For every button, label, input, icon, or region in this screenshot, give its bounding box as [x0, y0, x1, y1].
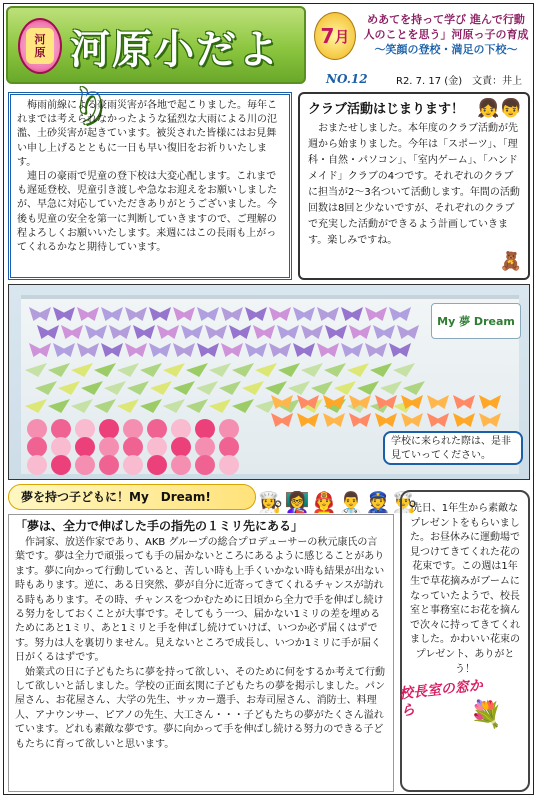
flower-icon	[219, 455, 239, 475]
occupation-figure-icon: 👮	[365, 490, 391, 514]
butterfly-icon	[479, 395, 501, 409]
paper-plane-icon	[186, 399, 208, 413]
butterfly-icon	[181, 325, 203, 339]
paper-plane-icon	[117, 399, 139, 413]
paper-plane-icon	[117, 363, 139, 377]
bear-illustration-icon: 🧸	[499, 251, 522, 272]
flower-icon	[51, 455, 71, 475]
dream-banner: 夢を持つ子どもに！My Dream!	[8, 484, 256, 510]
paper-plane-icon	[209, 399, 231, 413]
flower-icon	[171, 455, 191, 475]
butterfly-icon	[149, 307, 171, 321]
butterfly-icon	[389, 307, 411, 321]
butterfly-icon	[245, 343, 267, 357]
paper-plane-icon	[58, 381, 80, 395]
paper-plane-icon	[380, 381, 402, 395]
paper-plane-icon	[334, 381, 356, 395]
butterfly-icon	[133, 325, 155, 339]
butterfly-icon	[365, 307, 387, 321]
paper-plane-icon	[278, 363, 300, 377]
school-seal-icon	[18, 18, 62, 74]
principal-body: 先日、1年生から素敵なプレゼントをもらいました。お昼休みに運動場で見つけてきてくれた花の花束です。この週は1年生で草花摘みがブームになっていたようで、校長室と事務室にお花を摘んで次々に持ってきてくれました。かわいい花束のプレゼント、ありがとう！	[410, 503, 520, 675]
paper-plane-icon	[140, 363, 162, 377]
club-body: おまたせしました。本年度のクラブ活動が先週から始まりました。今年は「スポーツ」、「理科・自然・パソコン」、「室内ゲーム」、「ハンドメイド」クラブの4つです。それぞれのクラブに担当が2〜3名ついて活動します。年間の活動回数は8回と少ないですが、それぞれのクラブで充実した活動ができるよう計画していきます。楽しみですね。	[308, 123, 520, 246]
paper-plane-icon	[232, 399, 254, 413]
butterfly-icon	[293, 343, 315, 357]
principal-column-label: 校長室の窓から	[398, 677, 484, 720]
paper-plane-icon	[25, 399, 47, 413]
school-motto	[358, 12, 534, 57]
butterfly-icon	[269, 343, 291, 357]
occupation-figure-icon: 👩‍🍳	[258, 490, 283, 514]
flower-icon	[123, 455, 143, 475]
paper-plane-icon	[163, 399, 185, 413]
flower-icon	[99, 455, 119, 475]
paper-plane-icon	[255, 363, 277, 377]
flower-icon	[51, 437, 71, 457]
dream-article	[8, 514, 394, 792]
butterfly-icon	[301, 325, 323, 339]
paper-plane-icon	[311, 381, 333, 395]
butterfly-icon	[375, 413, 397, 427]
flower-icon	[75, 419, 95, 439]
occupation-figure-icon: 👨‍⚕️	[338, 490, 364, 514]
children-illustration-icon: 👧👦	[477, 98, 522, 119]
month-number: 7	[320, 24, 335, 48]
butterfly-icon	[453, 413, 475, 427]
butterfly-icon	[397, 325, 419, 339]
paper-plane-icon	[324, 363, 346, 377]
flower-icon	[27, 419, 47, 439]
butterfly-icon	[125, 343, 147, 357]
paper-plane-icon	[81, 381, 103, 395]
butterfly-icon	[125, 307, 147, 321]
butterfly-icon	[317, 343, 339, 357]
butterfly-icon	[53, 307, 75, 321]
paper-plane-icon	[127, 381, 149, 395]
paper-plane-icon	[48, 399, 70, 413]
butterfly-icon	[29, 343, 51, 357]
board-title-sign: My 夢 Dream	[431, 303, 521, 339]
flower-icon	[147, 455, 167, 475]
occupation-figure-icon: 👩‍🏫	[284, 490, 310, 514]
butterfly-icon	[427, 395, 449, 409]
butterfly-icon	[297, 413, 319, 427]
butterfly-icon	[341, 343, 363, 357]
issue-date: R2. 7. 17 (金) 文責：井上	[396, 76, 523, 87]
butterfly-icon	[173, 343, 195, 357]
butterfly-icon	[149, 343, 171, 357]
paper-plane-icon	[48, 363, 70, 377]
butterfly-icon	[77, 307, 99, 321]
butterfly-icon	[253, 325, 275, 339]
flower-icon	[99, 437, 119, 457]
paper-plane-icon	[94, 399, 116, 413]
paper-plane-icon	[403, 381, 425, 395]
paper-plane-icon	[35, 381, 57, 395]
butterfly-icon	[85, 325, 107, 339]
flower-icon	[27, 437, 47, 457]
butterfly-icon	[29, 307, 51, 321]
butterfly-icon	[205, 325, 227, 339]
paper-plane-icon	[393, 363, 415, 377]
paper-plane-icon	[150, 381, 172, 395]
flower-icon	[147, 437, 167, 457]
butterfly-icon	[479, 413, 501, 427]
paper-plane-icon	[347, 363, 369, 377]
butterfly-icon	[197, 343, 219, 357]
paper-plane-icon	[357, 381, 379, 395]
butterfly-icon	[109, 325, 131, 339]
paper-plane-icon	[71, 363, 93, 377]
butterfly-icon	[271, 413, 293, 427]
month-panel	[312, 8, 534, 88]
paper-plane-icon	[186, 363, 208, 377]
photo-caption: 学校に来られた際は、是非見ていってください。	[383, 431, 523, 465]
occupation-figure-icon: 👨‍🚒	[311, 490, 337, 514]
paper-plane-icon	[140, 399, 162, 413]
flower-icon	[219, 419, 239, 439]
paper-plane-icon	[265, 381, 287, 395]
butterfly-icon	[53, 343, 75, 357]
butterfly-icon	[37, 325, 59, 339]
butterfly-icon	[453, 395, 475, 409]
flower-icon	[195, 419, 215, 439]
flower-icon	[123, 437, 143, 457]
paper-plane-icon	[196, 381, 218, 395]
flower-bouquet-icon: 💐	[470, 700, 503, 730]
dream-quote: 「夢は、全力で伸ばした手の指先の１ミリ先にある」	[15, 519, 304, 533]
butterfly-icon	[269, 307, 291, 321]
flower-icon	[75, 455, 95, 475]
butterfly-icon	[389, 343, 411, 357]
dream-board-photo	[8, 284, 530, 480]
butterfly-icon	[101, 307, 123, 321]
flower-icon	[147, 419, 167, 439]
paper-plane-icon	[104, 381, 126, 395]
flower-icon	[75, 437, 95, 457]
motto-line-3: 〜笑顔の登校・満足の下校〜	[374, 43, 518, 56]
butterfly-icon	[293, 307, 315, 321]
occupations-illustration-icon	[258, 478, 418, 514]
flower-icon	[27, 455, 47, 475]
intro-article	[8, 92, 292, 280]
butterfly-icon	[365, 343, 387, 357]
flower-icon	[219, 437, 239, 457]
butterfly-icon	[101, 343, 123, 357]
month-badge	[314, 12, 356, 60]
dream-paragraph-2: 始業式の日に子どもたちに夢を持って欲しい、そのために何をするか考えて行動して欲しいと話しました。学校の正面玄関に子どもたちの夢を掲示しました。パン屋さん、お花屋さん、大学の先生、サッカー選手、お寿司屋さん、消防士、料理人、アナウンサー、ピアノの先生、大工さん・・・子どもたちの夢がたくさん溢れています。どれも素敵な夢です。夢に向かって手を伸ばし続ける努力のできる子どもたちに育って欲しいと思います。	[15, 666, 385, 750]
flower-icon	[195, 437, 215, 457]
flower-icon	[171, 437, 191, 457]
dream-paragraph-1: 作詞家、放送作家であり、AKB グループの総合プロデューサーの秋元康氏の言葉です。夢は全力で頑張っても手の届かないところにあるように感じることがあります。夢に向かって行動していると、苦しい時も上手くいかない時も結果が出ない時もあります。逆に、ある日突然、夢が自分に近寄ってきてくれるチャンスが訪れる時もあります。その時、チャンスをつかむために日頃から全力で手を伸ばし続ける努力をしておくことが大事です。そしてもう一つ、届かない1ミリの差を埋めるためにあと1ミリ、あと1ミリと手を伸ばし続けていけば、いつか必ず届くはずです。努力は人を裏切りません。見えないところで成長し、いつか1ミリに手が届く日がくるはずです。	[15, 537, 385, 664]
paper-plane-icon	[209, 363, 231, 377]
flower-icon	[99, 419, 119, 439]
paper-plane-icon	[163, 363, 185, 377]
butterfly-icon	[277, 325, 299, 339]
butterfly-icon	[317, 307, 339, 321]
flower-icon	[171, 419, 191, 439]
butterfly-icon	[157, 325, 179, 339]
butterfly-icon	[373, 325, 395, 339]
butterfly-icon	[427, 413, 449, 427]
paper-plane-icon	[173, 381, 195, 395]
paper-plane-icon	[219, 381, 241, 395]
paper-plane-icon	[94, 363, 116, 377]
butterfly-icon	[401, 413, 423, 427]
paper-plane-icon	[370, 363, 392, 377]
butterfly-icon	[349, 413, 371, 427]
flower-icon	[51, 419, 71, 439]
seal-char-2: 原	[34, 46, 46, 59]
issue-number: NO.12	[326, 72, 368, 86]
butterfly-icon	[341, 307, 363, 321]
butterfly-icon	[349, 325, 371, 339]
butterfly-icon	[245, 307, 267, 321]
butterfly-icon	[325, 325, 347, 339]
butterfly-icon	[77, 343, 99, 357]
butterfly-icon	[61, 325, 83, 339]
butterfly-icon	[221, 343, 243, 357]
butterfly-icon	[173, 307, 195, 321]
flower-icon	[123, 419, 143, 439]
intro-paragraph-1: 梅雨前線による豪雨災害が各地で起こりました。毎年これまでは考えられなかったような猛烈な大雨による川の氾濫、土砂災害が起きています。被災された皆様にはお見舞い申し上げるとともに一日も早い復旧をお祈りいたします。	[17, 100, 277, 168]
motto-line-1: めあてを持って学び 進んで行動	[367, 13, 525, 26]
occupation-figure-icon: 👨‍🍳	[392, 490, 418, 514]
newsletter-title: 河原小だより	[70, 27, 280, 130]
paper-plane-icon	[242, 381, 264, 395]
butterfly-icon	[197, 307, 219, 321]
paper-plane-icon	[232, 363, 254, 377]
club-article	[298, 92, 530, 280]
masthead	[6, 6, 306, 130]
butterfly-icon	[323, 413, 345, 427]
paper-plane-icon	[301, 363, 323, 377]
paper-plane-icon	[71, 399, 93, 413]
flower-icon	[195, 455, 215, 475]
club-heading: クラブ活動はじまります！	[308, 102, 465, 117]
butterfly-icon	[229, 325, 251, 339]
paper-plane-icon	[25, 363, 47, 377]
intro-paragraph-2: 連日の豪雨で児童の登下校は大変心配します。これまでも遅延登校、児童引き渡しや急なお迎えをお願いしましたが、早急に対応していただきありがとうございました。今後も児童の安全を第一に判断していきますので、ご理解の程よろしくお願いいたします。来週にはこの長雨も上がってくれるかなと期待しています。	[17, 171, 277, 254]
paper-plane-icon	[288, 381, 310, 395]
motto-line-2: 人のことを思う」河原っ子の育成	[363, 28, 529, 41]
month-suffix: 月	[334, 27, 350, 46]
seal-char-1: 河	[34, 33, 46, 46]
principal-column	[400, 490, 530, 792]
butterfly-icon	[221, 307, 243, 321]
